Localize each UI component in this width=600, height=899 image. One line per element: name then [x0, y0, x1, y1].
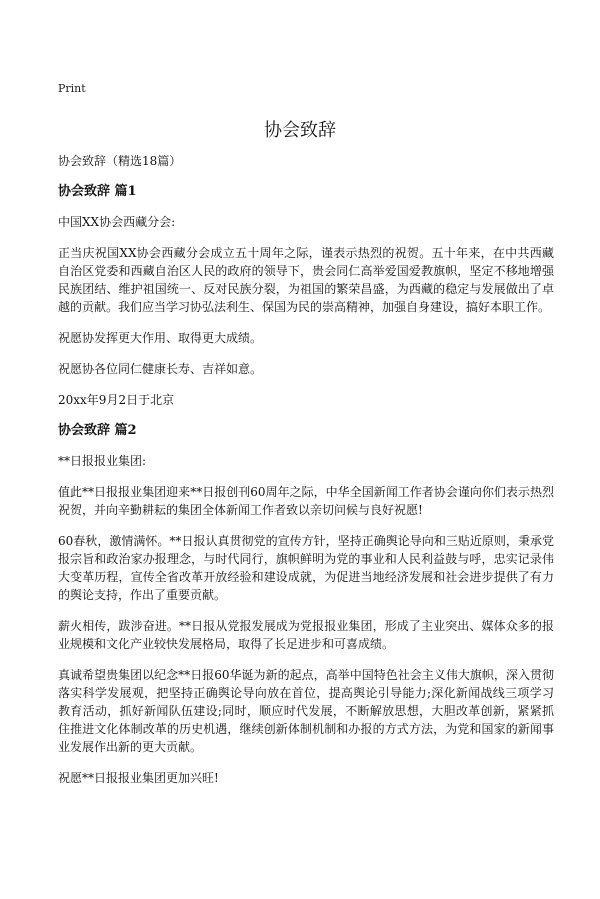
section-2-paragraph-3: 薪火相传，跋涉奋进。**日报从党报发展成为党报报业集团，形成了主业突出、媒体众多的报业规模和文化产业较快发展格局，取得了长足进步和可喜成绩。 — [58, 619, 554, 651]
section-2-paragraph-2: 60春秋，激情满怀。**日报认真贯彻党的宣传方针，坚持正确舆论导向和三贴近原则，秉承党报宗旨和政治家办报理念，与时代同行，旗帜鲜明为党的事业和人民利益鼓与呼，忠实记录伟大变革历程，宣传全省改革开放经验和建设成就，为促进当地经济发展和社会进步提供了有力的舆论支持，作出了重要贡献。 — [58, 534, 554, 602]
section-1-signoff: 20xx年9月2日于北京 — [58, 393, 175, 407]
section-1-body: 正当庆祝国XX协会西藏分会成立五十周年之际，谨表示热烈的祝贺。五十年来，在中共西藏自治区党委和西藏自治区人民的政府的领导下，贵会同仁高举爱国爱教旗帜，坚定不移地增强民族团结、维护祖国统一、反对民族分裂，为祖国的繁荣昌盛，为西藏的稳定与发展做出了卓越的贡献。我们应当学习协弘法利生、保国为民的崇高精神，加强自身建设，搞好本职工作。 — [58, 246, 554, 314]
intro-line: 协会致辞（精选18篇） — [58, 154, 182, 168]
section-1-salutation: 中国XX协会西藏分会: — [58, 215, 176, 229]
section-2-closing: 祝愿**日报报业集团更加兴旺! — [58, 771, 219, 785]
section-1-heading: 协会致辞 篇1 — [58, 184, 137, 199]
section-2-salutation: **日报报业集团: — [58, 454, 147, 468]
document-body — [58, 152, 554, 800]
section-1-wish-1: 祝愿协发挥更大作用、取得更大成绩。 — [58, 331, 263, 345]
document-title: 协会致辞 — [264, 120, 336, 141]
section-2-paragraph-1: 值此**日报报业集团迎来**日报创刊60周年之际，中华全国新闻工作者协会谨向你们表示热烈祝贺，并向辛勤耕耘的集团全体新闻工作者致以亲切问候与良好祝愿! — [58, 485, 554, 517]
print-label: Print — [58, 82, 86, 95]
section-1-wish-2: 祝愿协各位同仁健康长寿、吉祥如意。 — [58, 362, 263, 376]
section-2-paragraph-4: 真诚希望贵集团以纪念**日报60华诞为新的起点，高举中国特色社会主义伟大旗帜，深入贯彻落实科学发展观，把坚持正确舆论导向放在首位，提高舆论引导能力;深化新闻战线三项学习教育活动，抓好新闻队伍建设;同时，顺应时代发展，不断解放思想，大胆改革创新，紧紧抓住推进文化体制改革的历史机遇，继续创新体制机制和办报的方式方法，为党和国家的新闻事业发展作出新的更大贡献。 — [58, 668, 554, 754]
section-2-heading: 协会致辞 篇2 — [58, 423, 137, 438]
